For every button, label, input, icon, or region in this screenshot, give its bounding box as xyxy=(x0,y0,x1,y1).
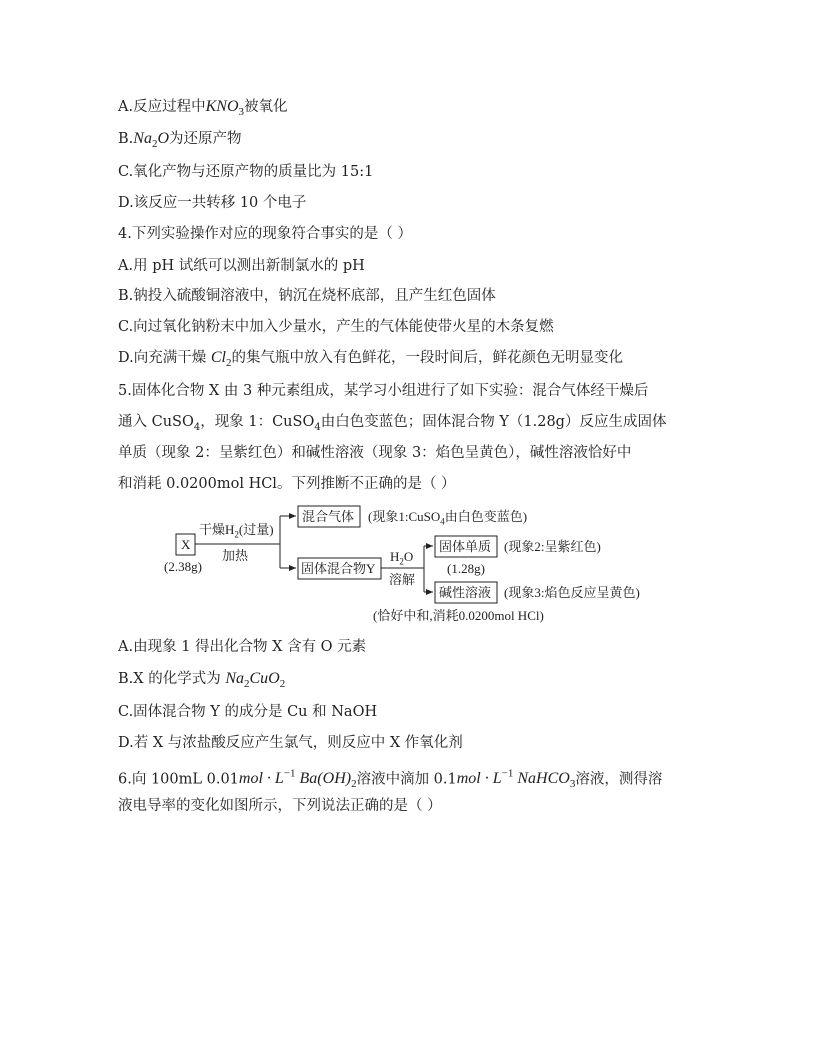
arrow1-condition: 加热 xyxy=(222,548,249,563)
note-phenomenon-1: (现象1:CuSO$_4$由白色变蓝色) xyxy=(368,509,528,527)
option-5a: A.由现象 1 得出化合物 X 含有 O 元素 xyxy=(118,639,367,655)
option-5b: B.X 的化学式为 $Na_2CuO_2$ xyxy=(118,670,286,691)
option-4d: D.向充满干燥 $Cl_2$的集气瓶中放入有色鲜花，一段时间后，鲜花颜色无明显变化 xyxy=(118,349,623,370)
arrow2-condition: 溶解 xyxy=(389,572,416,587)
formula: $KNO_3$ xyxy=(205,98,244,119)
option-3d: D.该反应一共转移 10 个电子 xyxy=(118,195,307,211)
option-4b: B.钠投入硫酸铜溶液中，钠沉在烧杯底部，且产生红色固体 xyxy=(118,288,496,304)
option-text: A.反应过程中 xyxy=(118,99,206,115)
question-6-line2: 液电导率的变化如图所示，下列说法正确的是（ ） xyxy=(118,798,442,814)
option-text: 被氧化 xyxy=(244,99,288,115)
arrow2-reagent: $H_2O$ xyxy=(390,549,414,567)
note-neutralization: (恰好中和,消耗0.0200mol HCl) xyxy=(373,608,544,623)
compound-x-label: X xyxy=(181,537,191,552)
unit: mol · $L^{-1}$ $Ba(OH)_2$ xyxy=(238,768,357,791)
question-4: 4.下列实验操作对应的现象符合事实的是（ ） xyxy=(118,226,412,242)
compound-x-mass: (2.38g) xyxy=(164,559,202,574)
formula: $Na_2CuO_2$ xyxy=(225,670,286,691)
option-5c: C.固体混合物 Y 的成分是 Cu 和 NaOH xyxy=(118,704,378,720)
box-mixed-gas: 混合气体 xyxy=(302,509,355,524)
question-5-line3: 单质（现象 2：呈紫红色）和碱性溶液（现象 3：焰色呈黄色），碱性溶液恰好中 xyxy=(118,445,632,461)
option-4a: A.用 pH 试纸可以测出新制氯水的 pH xyxy=(118,258,365,274)
box-solid-element: 固体单质 xyxy=(439,539,492,554)
question-6-line1: 6.向 100mL $0.01mol \cdot L^{-1}$ $Ba(OH)_2$溶液中滴加 $0.1mol \cdot L^{-1}$ NaHCO$_3$溶液，测得溶 xyxy=(118,768,663,791)
option-5d: D.若 X 与浓盐酸反应产生氯气，则反应中 X 作氧化剂 xyxy=(118,735,463,751)
arrow1-reagent: 干燥$H_2$(过量) xyxy=(199,522,274,540)
option-4c: C.向过氧化钠粉末中加入少量水，产生的气体能使带火星的木条复燃 xyxy=(118,319,554,335)
note-phenomenon-2: (现象2:呈紫红色) xyxy=(504,539,601,554)
note-phenomenon-3: (现象3:焰色反应呈黄色) xyxy=(504,585,640,600)
option-3b: $B.Na_2O$为还原产物 xyxy=(118,130,242,151)
experiment-flow-diagram xyxy=(160,502,680,627)
option-3a xyxy=(118,97,288,122)
question-5-line4: 和消耗 0.0200mol HCl。下列推断不正确的是（ ） xyxy=(118,476,456,492)
question-5-line2: 通入 CuSO$_4$，现象 1：CuSO$_4$由白色变蓝色；固体混合物 Y（1.28g）反应生成固体 xyxy=(118,414,667,433)
formula: $Na_2O$ xyxy=(133,130,169,151)
question-5-line1: 5.固体化合物 X 由 3 种元素组成，某学习小组进行了如下实验：混合气体经干燥后 xyxy=(118,383,649,399)
box-alkaline-solution: 碱性溶液 xyxy=(439,585,492,600)
unit: mol · $L^{-1}$ NaHCO$_3$ xyxy=(456,768,576,791)
option-3c: C.氧化产物与还原产物的质量比为 15:1 xyxy=(118,164,374,180)
box-solid-mixture-y: 固体混合物Y xyxy=(301,561,376,576)
formula: $Cl_2$ xyxy=(210,349,232,370)
solid-element-mass: (1.28g) xyxy=(447,561,485,576)
